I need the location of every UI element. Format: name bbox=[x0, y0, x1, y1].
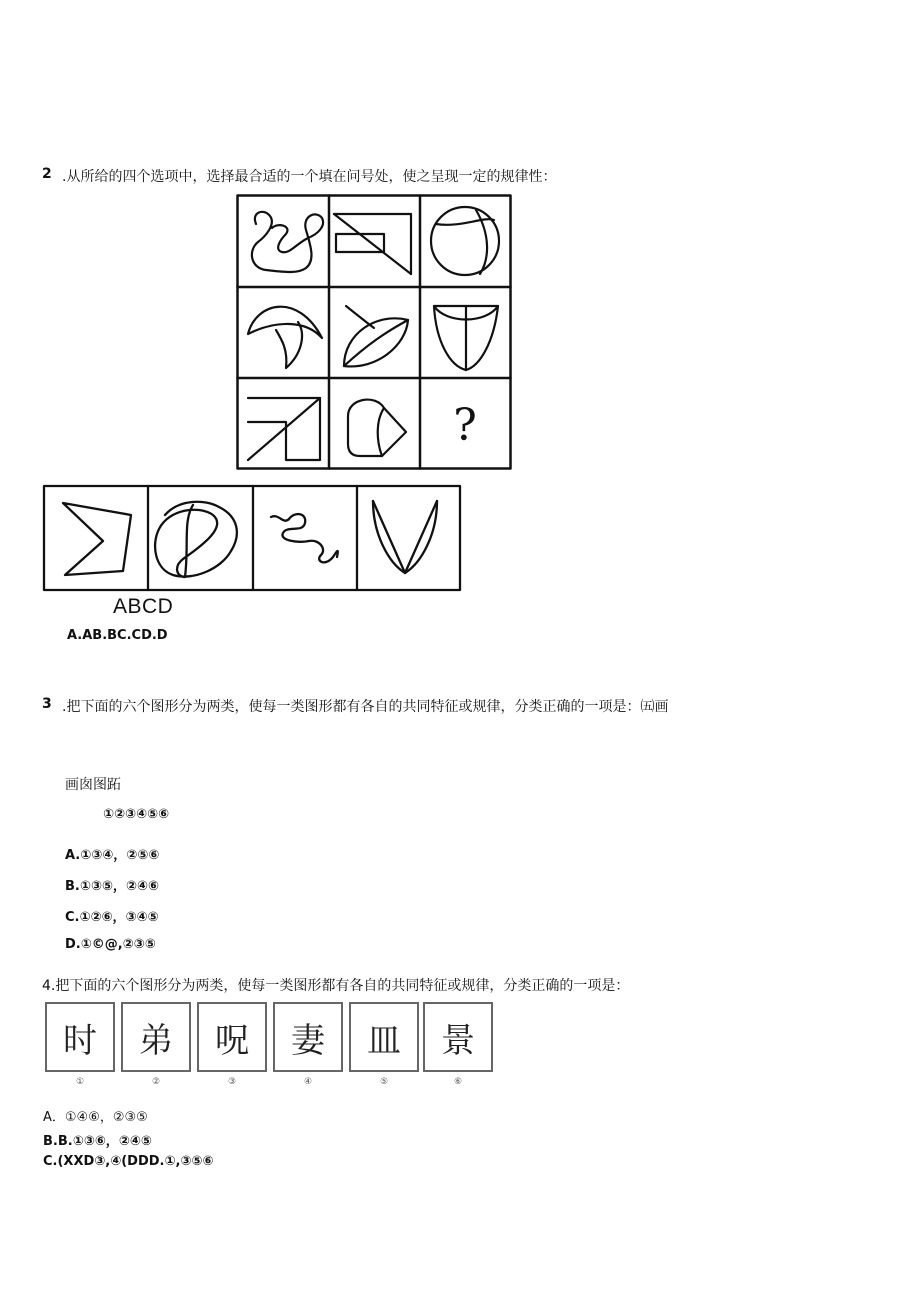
grid-shape-5 bbox=[344, 306, 408, 366]
q3-option-a[interactable]: A.①③④，②⑤⑥ bbox=[65, 848, 160, 863]
grid-shape-6 bbox=[434, 306, 498, 370]
option-shape-d bbox=[373, 501, 437, 573]
grid-shape-8 bbox=[348, 400, 406, 456]
q3-question-text: .把下面的六个图形分为两类，使每一类图形都有各自的共同特征或规律，分类正确的一项是：㈤画 bbox=[62, 699, 669, 715]
q4-char-box-6: 景 bbox=[423, 1002, 493, 1072]
q3-option-b[interactable]: B.①③⑤，②④⑥ bbox=[65, 879, 159, 894]
q2-option-letters: ABCD bbox=[113, 595, 174, 618]
grid-shape-4 bbox=[248, 307, 322, 368]
option-shape-a bbox=[63, 503, 131, 575]
q2-question-text: .从所给的四个选项中，选择最合适的一个填在问号处，使之呈现一定的规律性： bbox=[62, 169, 557, 185]
q3-figure-numbers: ①②③④⑤⑥ bbox=[103, 807, 170, 822]
question-mark: ? bbox=[453, 400, 477, 451]
q4-char-box-3: 呪 bbox=[197, 1002, 267, 1072]
grid-shape-2 bbox=[334, 214, 411, 274]
option-shape-c bbox=[271, 514, 338, 562]
q3-number: 3 bbox=[42, 696, 52, 712]
q4-char-box-4: 妻 bbox=[273, 1002, 343, 1072]
q4-option-a[interactable]: A．①④⑥，②③⑤ bbox=[43, 1110, 148, 1125]
q4-char-num-1: ① bbox=[75, 1077, 85, 1087]
q4-question-text: 4.把下面的六个图形分为两类，使每一类图形都有各自的共同特征或规律，分类正确的一项是： bbox=[42, 978, 630, 994]
q3-figure-caption: 画囱图跖 bbox=[65, 777, 121, 793]
grid-shape-3 bbox=[431, 207, 499, 275]
q4-char-num-2: ② bbox=[151, 1077, 161, 1087]
q2-answer-line: A.AB.BC.CD.D bbox=[67, 628, 168, 643]
q4-char-box-2: 弟 bbox=[121, 1002, 191, 1072]
q4-char-num-5: ⑤ bbox=[379, 1077, 389, 1087]
q4-char-box-1: 时 bbox=[45, 1002, 115, 1072]
grid-shape-7 bbox=[248, 398, 320, 460]
q4-option-b[interactable]: B.B.①③⑥，②④⑤ bbox=[43, 1134, 152, 1149]
q4-char-num-4: ④ bbox=[303, 1077, 313, 1087]
q3-option-c[interactable]: C.①②⑥，③④⑤ bbox=[65, 910, 159, 925]
q4-char-num-3: ③ bbox=[227, 1077, 237, 1087]
q2-option-strip bbox=[43, 485, 461, 591]
option-shape-b bbox=[155, 502, 237, 577]
q2-puzzle-grid bbox=[236, 194, 512, 470]
q4-char-num-6: ⑥ bbox=[453, 1077, 463, 1087]
q2-number: 2 bbox=[42, 166, 52, 182]
q4-option-c[interactable]: C.(XXD③,④(DDD.①,③⑤⑥ bbox=[43, 1154, 214, 1169]
q3-option-d[interactable]: D.①©@,②③⑤ bbox=[65, 937, 156, 952]
grid-shape-1 bbox=[252, 212, 323, 272]
q4-char-box-5: 皿 bbox=[349, 1002, 419, 1072]
